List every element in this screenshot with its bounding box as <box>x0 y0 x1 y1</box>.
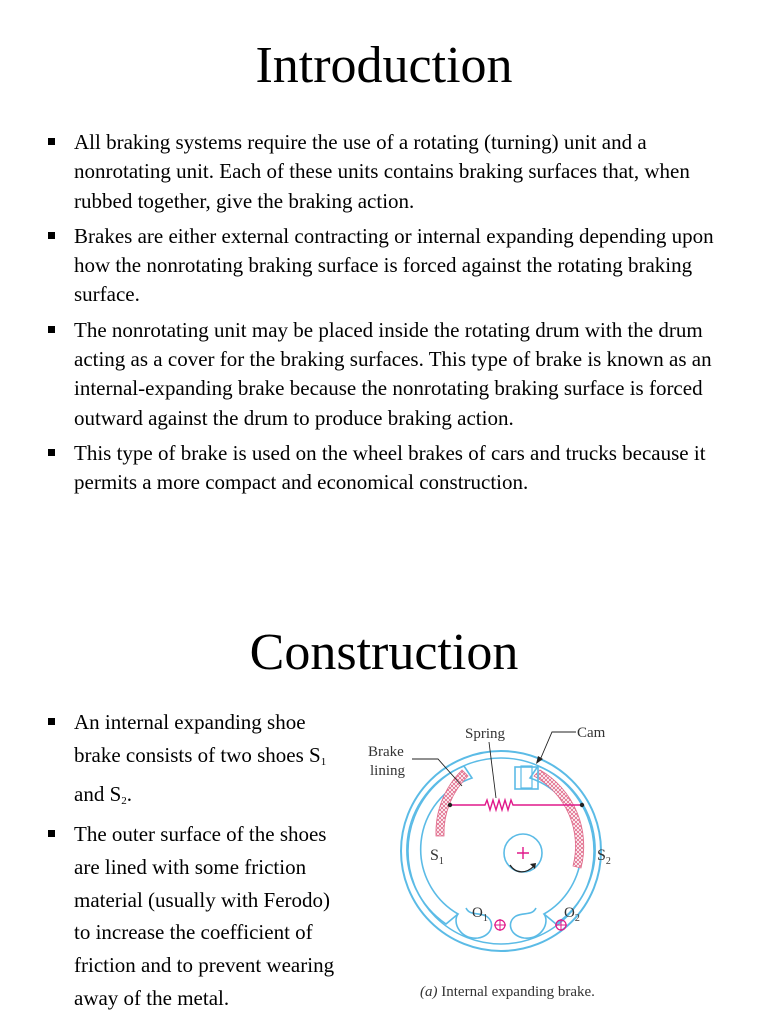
spring-label: Spring <box>465 726 506 742</box>
list-item: Brakes are either external contracting or internal expanding depending upon how the nonrotating braking surface is forced against the rotating braking surface. <box>48 222 728 310</box>
pivot-pin-o1-cross <box>494 919 506 931</box>
list-item: All braking systems require the use of a rotating (turning) unit and a nonrotating unit. Each of these units contains braking surfaces that, when rubbed together, give the braking action. <box>48 128 728 216</box>
brake-label: Brake <box>368 744 404 760</box>
subscript: 1 <box>320 755 327 768</box>
internal-expanding-brake-diagram <box>360 718 628 1008</box>
cam-label: Cam <box>577 725 606 741</box>
s2-label: $S_2$ <box>597 847 611 867</box>
construction-bullet-list <box>48 706 348 1014</box>
spring-anchor-left <box>448 803 452 807</box>
introduction-title: Introduction <box>255 37 513 94</box>
introduction-bullet-list <box>48 128 728 504</box>
figure-caption <box>420 984 595 1001</box>
s1-label: $S_1$ <box>430 847 444 867</box>
caption-text: Internal expanding brake. <box>437 984 595 1000</box>
construction-title: Construction <box>249 624 519 681</box>
lining-label: lining <box>370 763 406 779</box>
bullet-text: . <box>126 782 132 807</box>
bullet-text: An internal expanding shoe brake consists of two shoes S <box>74 710 321 767</box>
leader-line-cam <box>540 732 576 760</box>
caption-label: (a) <box>420 984 438 1000</box>
list-item: The nonrotating unit may be placed inside the rotating drum with the drum acting as a cover for the braking surfaces. This type of brake is known as an internal-expanding brake because the nonrotating braking surface is forced outward against the drum to produce braking action. <box>48 316 728 433</box>
list-item: This type of brake is used on the wheel brakes of cars and trucks because it permits a more compact and economical construction. <box>48 439 728 498</box>
spring-anchor-right <box>580 803 584 807</box>
shoe-s1 <box>407 766 472 924</box>
shaft-centre-plus <box>517 847 529 859</box>
list-item <box>48 706 348 818</box>
bullet-text: and S <box>74 782 122 807</box>
o1-label: $O_1$ <box>472 905 488 924</box>
o2-label: $O_2$ <box>564 905 580 924</box>
list-item: The outer surface of the shoes are lined with some friction material (usually with Ferodo) to increase the coefficient of friction and to prevent wearing away of the metal. <box>48 818 348 1014</box>
pivot-lobe-right <box>510 908 546 938</box>
subscript: 2 <box>121 795 127 808</box>
